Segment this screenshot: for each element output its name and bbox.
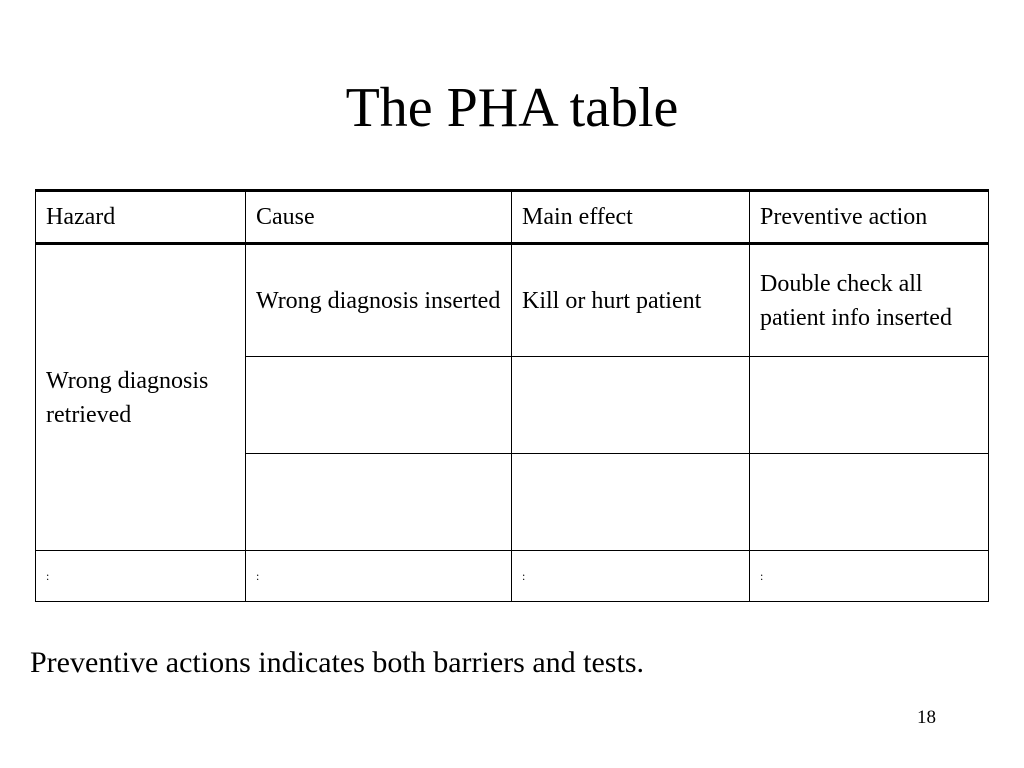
footnote-text: Preventive actions indicates both barriers and tests. <box>30 646 644 679</box>
continuation-row <box>36 551 989 602</box>
cause-cell <box>246 357 512 454</box>
table-header-row <box>36 191 989 244</box>
page-number: 18 <box>917 707 936 728</box>
continuation-cell: : <box>246 551 512 602</box>
continuation-cell: : <box>36 551 246 602</box>
header-cause: Cause <box>246 191 512 244</box>
preventive-action-cell <box>750 454 989 551</box>
table-row <box>36 244 989 357</box>
main-effect-cell <box>512 357 750 454</box>
slide-title: The PHA table <box>345 77 679 139</box>
header-hazard: Hazard <box>36 191 246 244</box>
cause-cell: Wrong diagnosis inserted <box>246 244 512 357</box>
preventive-action-cell <box>750 357 989 454</box>
header-preventive-action: Preventive action <box>750 191 989 244</box>
preventive-action-cell: Double check all patient info inserted <box>750 244 989 357</box>
continuation-cell: : <box>512 551 750 602</box>
main-effect-cell: Kill or hurt patient <box>512 244 750 357</box>
header-main-effect: Main effect <box>512 191 750 244</box>
continuation-cell: : <box>750 551 989 602</box>
cause-cell <box>246 454 512 551</box>
main-effect-cell <box>512 454 750 551</box>
hazard-cell: Wrong diagnosis retrieved <box>36 244 246 551</box>
pha-table <box>35 189 989 602</box>
